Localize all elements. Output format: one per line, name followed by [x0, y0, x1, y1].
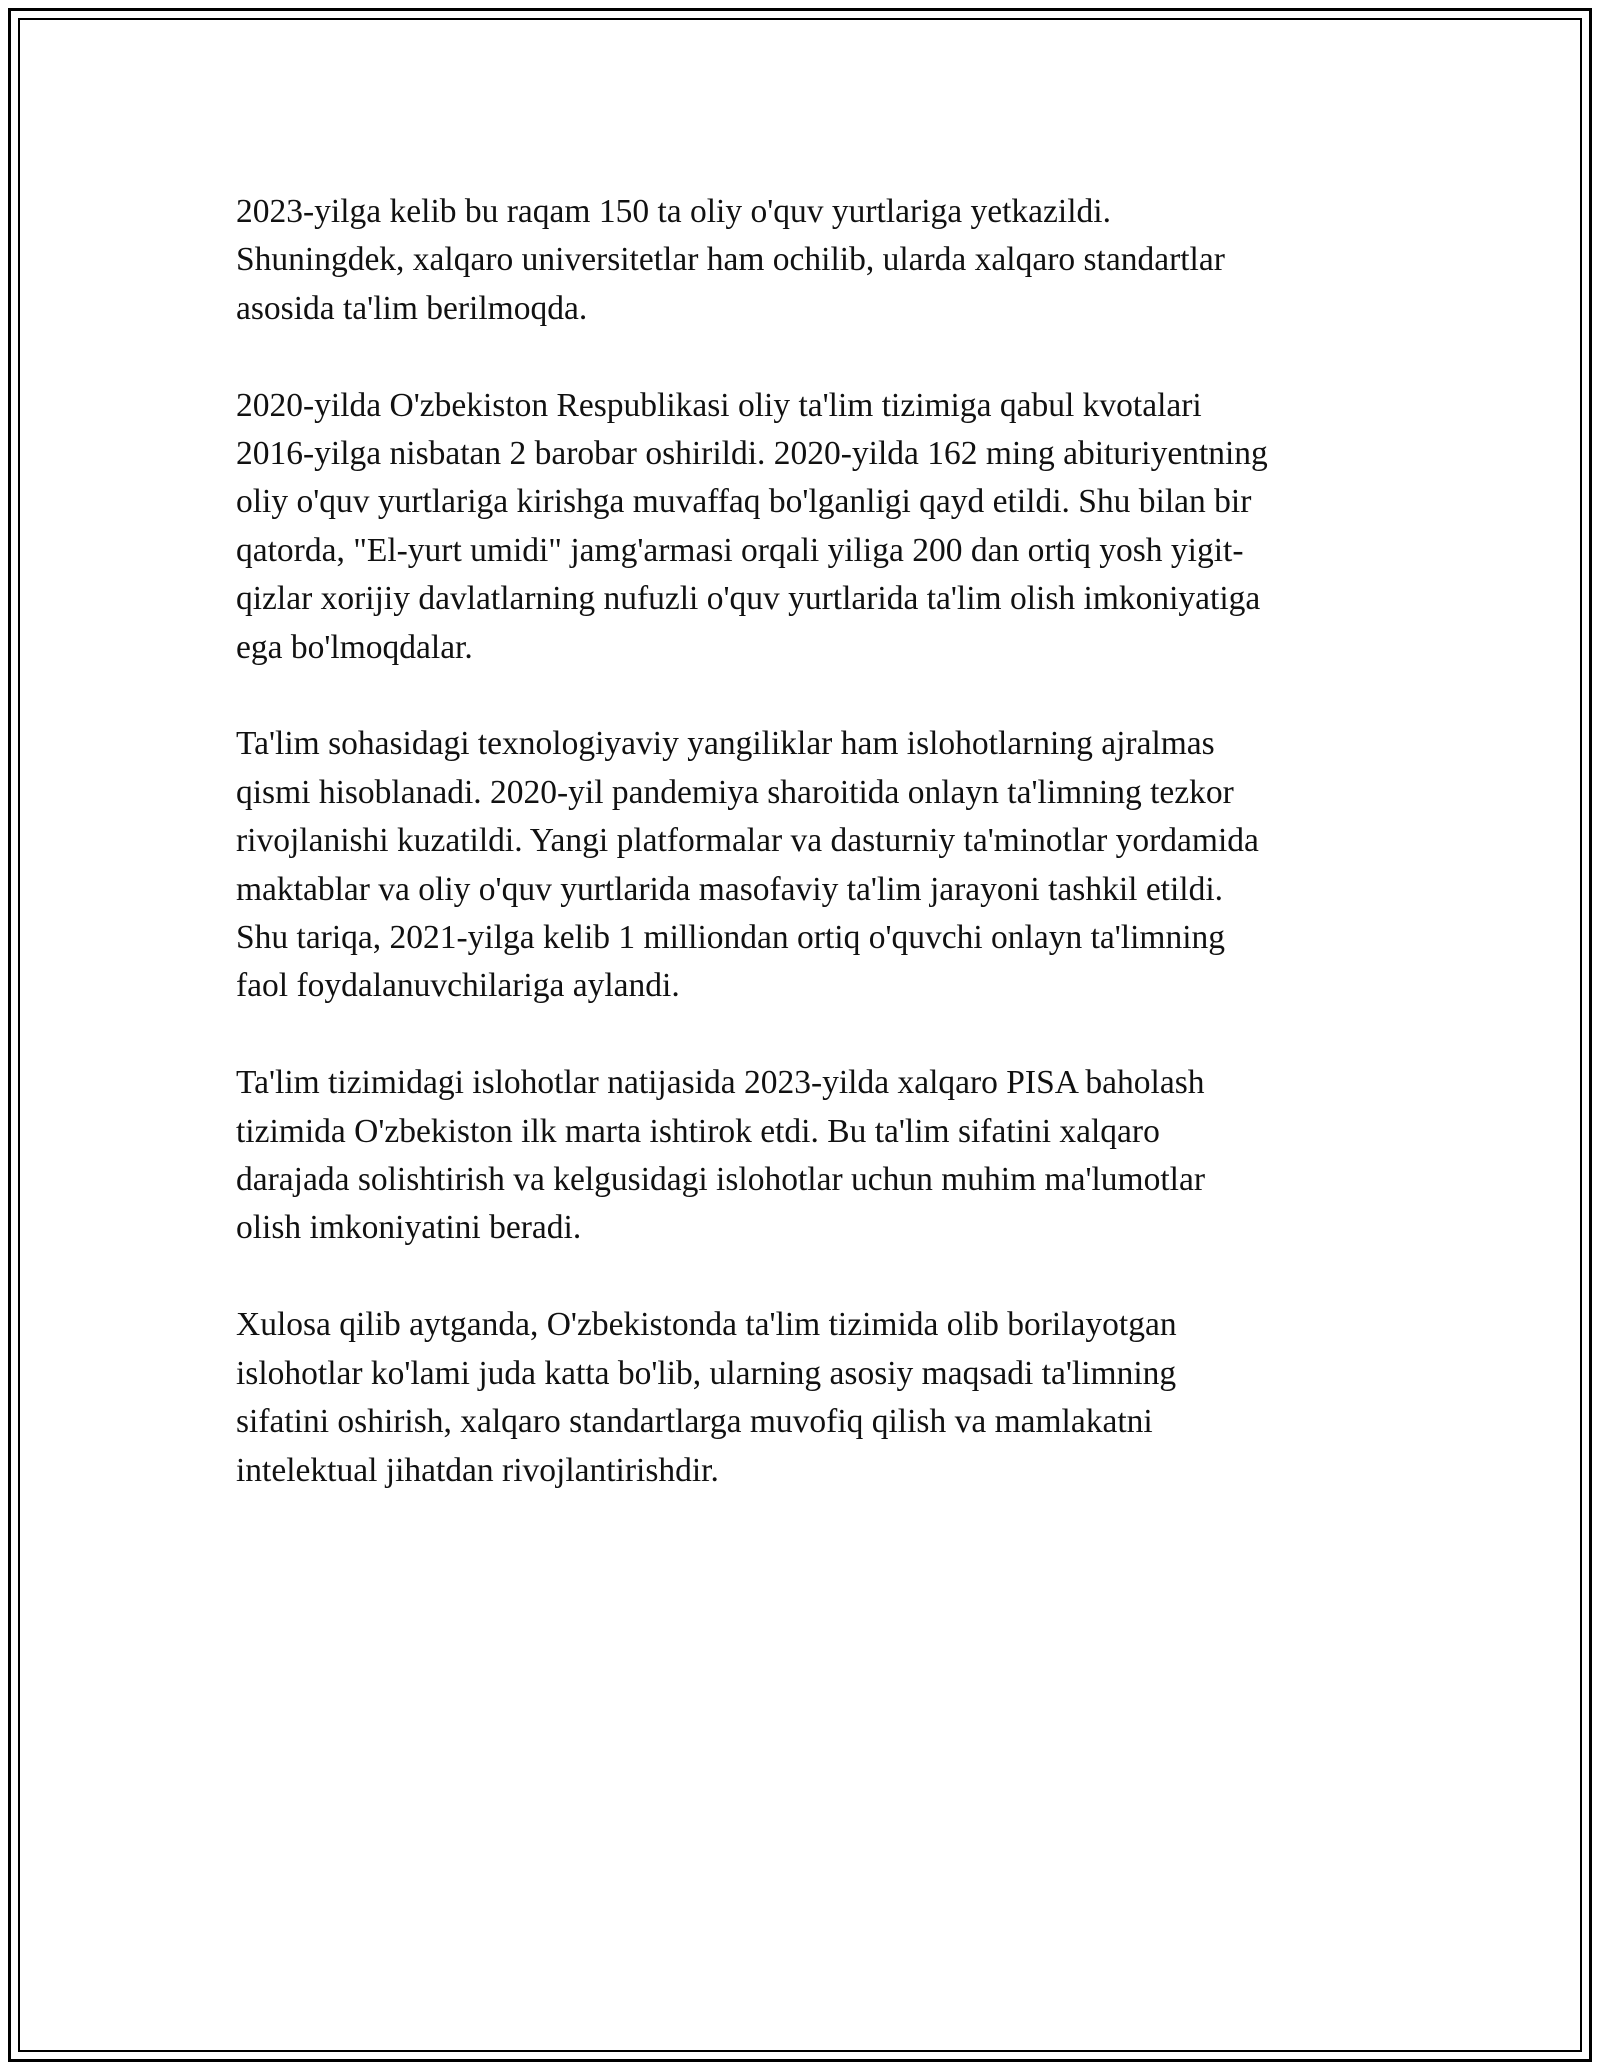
paragraph-4	[236, 1059, 1376, 1253]
paragraph-2	[236, 382, 1376, 672]
text-line: oliy o'quv yurtlariga kirishga muvaffaq bo'lganligi qayd etildi. Shu bilan bir	[236, 483, 1252, 521]
text-line: Shu tariqa, 2021-yilga kelib 1 milliondan ortiq o'quvchi onlayn ta'limning	[236, 919, 1226, 957]
text-line: 2016-yilga nisbatan 2 barobar oshirildi. 2020-yilda 162 ming abituriyentning	[236, 435, 1268, 473]
text-line: Ta'lim tizimidagi islohotlar natijasida 2023-yilda xalqaro PISA baholash	[236, 1064, 1205, 1102]
text-line: Ta'lim sohasidagi texnologiyaviy yangiliklar ham islohotlarning ajralmas	[236, 725, 1215, 763]
text-line: asosida ta'lim berilmoqda.	[236, 289, 588, 327]
document-body	[236, 188, 1376, 1543]
text-line: 2023-yilga kelib bu raqam 150 ta oliy o'quv yurtlariga yetkazildi.	[236, 193, 1111, 230]
text-line: faol foydalanuvchilariga aylandi.	[236, 967, 680, 1005]
text-line: olish imkoniyatini beradi.	[236, 1209, 582, 1247]
paragraph-5	[236, 1301, 1376, 1495]
text-line: qismi hisoblanadi. 2020-yil pandemiya sharoitida onlayn ta'limning tezkor	[236, 773, 1234, 811]
text-line: 2020-yilda O'zbekiston Respublikasi oliy ta'lim tizimiga qabul kvotalari	[236, 386, 1202, 424]
text-line: qizlar xorijiy davlatlarning nufuzli o'quv yurtlarida ta'lim olish imkoniyatiga	[236, 580, 1261, 618]
text-line: tizimida O'zbekiston ilk marta ishtirok etdi. Bu ta'lim sifatini xalqaro	[236, 1112, 1160, 1150]
text-line: qatorda, "El-yurt umidi" jamg'armasi orqali yiliga 200 dan ortiq yosh yigit-	[236, 531, 1244, 569]
text-line: intelektual jihatdan rivojlantirishdir.	[236, 1451, 719, 1489]
text-line: Shuningdek, xalqaro universitetlar ham ochilib, ularda xalqaro standartlar	[236, 241, 1225, 279]
text-line: maktablar va oliy o'quv yurtlarida masofaviy ta'lim jarayoni tashkil etildi.	[236, 870, 1224, 908]
paragraph-3	[236, 720, 1376, 1010]
text-line: darajada solishtirish va kelgusidagi islohotlar uchun muhim ma'lumotlar	[236, 1161, 1205, 1199]
text-line: islohotlar ko'lami juda katta bo'lib, ularning asosiy maqsadi ta'limning	[236, 1354, 1177, 1392]
text-line: ega bo'lmoqdalar.	[236, 628, 473, 666]
paragraph-1	[236, 188, 1376, 333]
text-line: Xulosa qilib aytganda, O'zbekistonda ta'lim tizimida olib borilayotgan	[236, 1306, 1177, 1344]
text-line: sifatini oshirish, xalqaro standartlarga muvofiq qilish va mamlakatni	[236, 1403, 1153, 1441]
text-line: rivojlanishi kuzatildi. Yangi platformalar va dasturniy ta'minotlar yordamida	[236, 822, 1259, 860]
